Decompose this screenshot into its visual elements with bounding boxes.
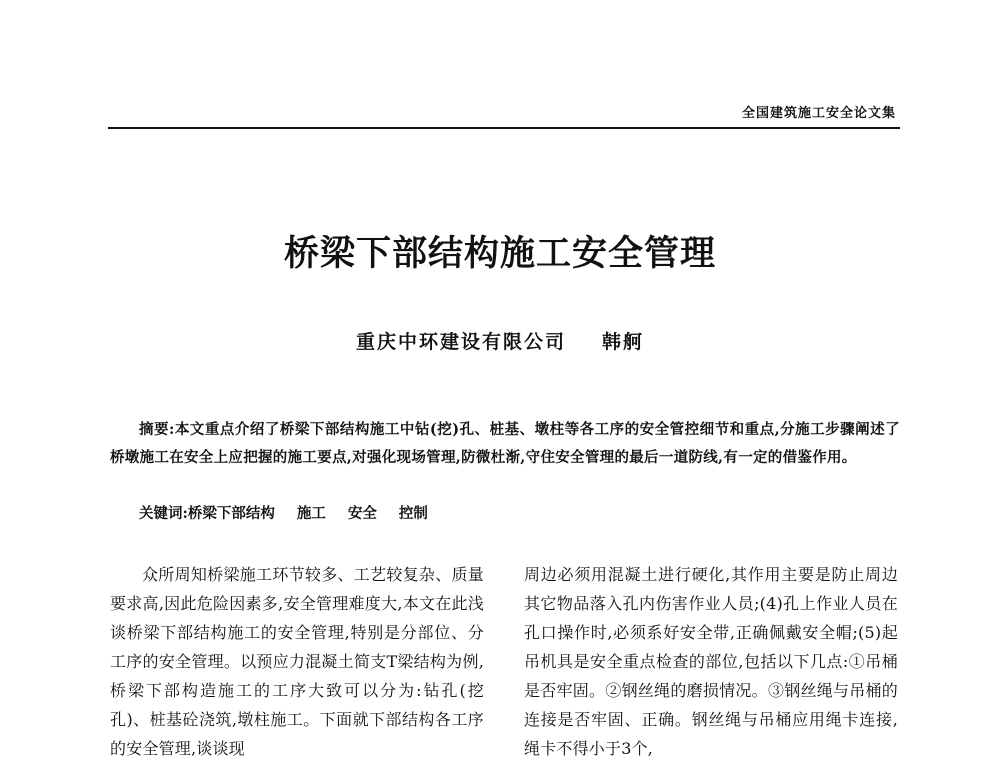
keyword: 控制 [398, 505, 428, 522]
article-title: 桥梁下部结构施工安全管理 [283, 233, 716, 274]
keyword: 安全 [347, 505, 377, 522]
author-line [0, 327, 1000, 354]
author-name: 韩舸 [602, 331, 645, 353]
abstract-label: 摘要: [139, 421, 175, 438]
keywords-label: 关键词: [139, 505, 188, 522]
affiliation: 重庆中环建设有限公司 [355, 331, 566, 353]
keywords [110, 500, 900, 528]
body-column-left: 众所周知桥梁施工环节较多、工艺较复杂、质量要求高,因此危险因素多,安全管理难度大,本文在此浅谈桥梁下部结构施工的安全管理,特别是分部位、分工序的安全管理。以预应力混凝土简支T梁结构为例,桥梁下部构造施工的工序大致可以分为:钻孔(挖孔)、桩基砼浇筑,墩柱施工。下面就下部结构各工序的安全管理,谈谈现 [110, 565, 484, 758]
keyword: 桥梁下部结构 [187, 505, 275, 522]
header-rule [108, 127, 900, 129]
abstract [110, 416, 900, 472]
body-column-right: 周边必须用混凝土进行硬化,其作用主要是防止周边其它物品落入孔内伤害作业人员;(4)孔上作业人员在孔口操作时,必须系好安全带,正确佩戴安全帽;(5)起吊机具是安全重点检查的部位,包括以下几点:①吊桶是否牢固。②钢丝绳的磨损情况。③钢丝绳与吊桶的连接是否牢固、正确。钢丝绳与吊桶应用绳卡连接,绳卡不得小于3个, [524, 565, 898, 758]
running-header: 全国建筑施工安全论文集 [741, 106, 896, 121]
abstract-text: 本文重点介绍了桥梁下部结构施工中钻(挖)孔、桩基、墩柱等各工序的安全管控细节和重点,分施工步骤阐述了桥墩施工在安全上应把握的施工要点,对强化现场管理,防微杜渐,守住安全管理的最后一道防线,有一定的借鉴作用。 [110, 421, 900, 466]
keyword: 施工 [296, 505, 326, 522]
